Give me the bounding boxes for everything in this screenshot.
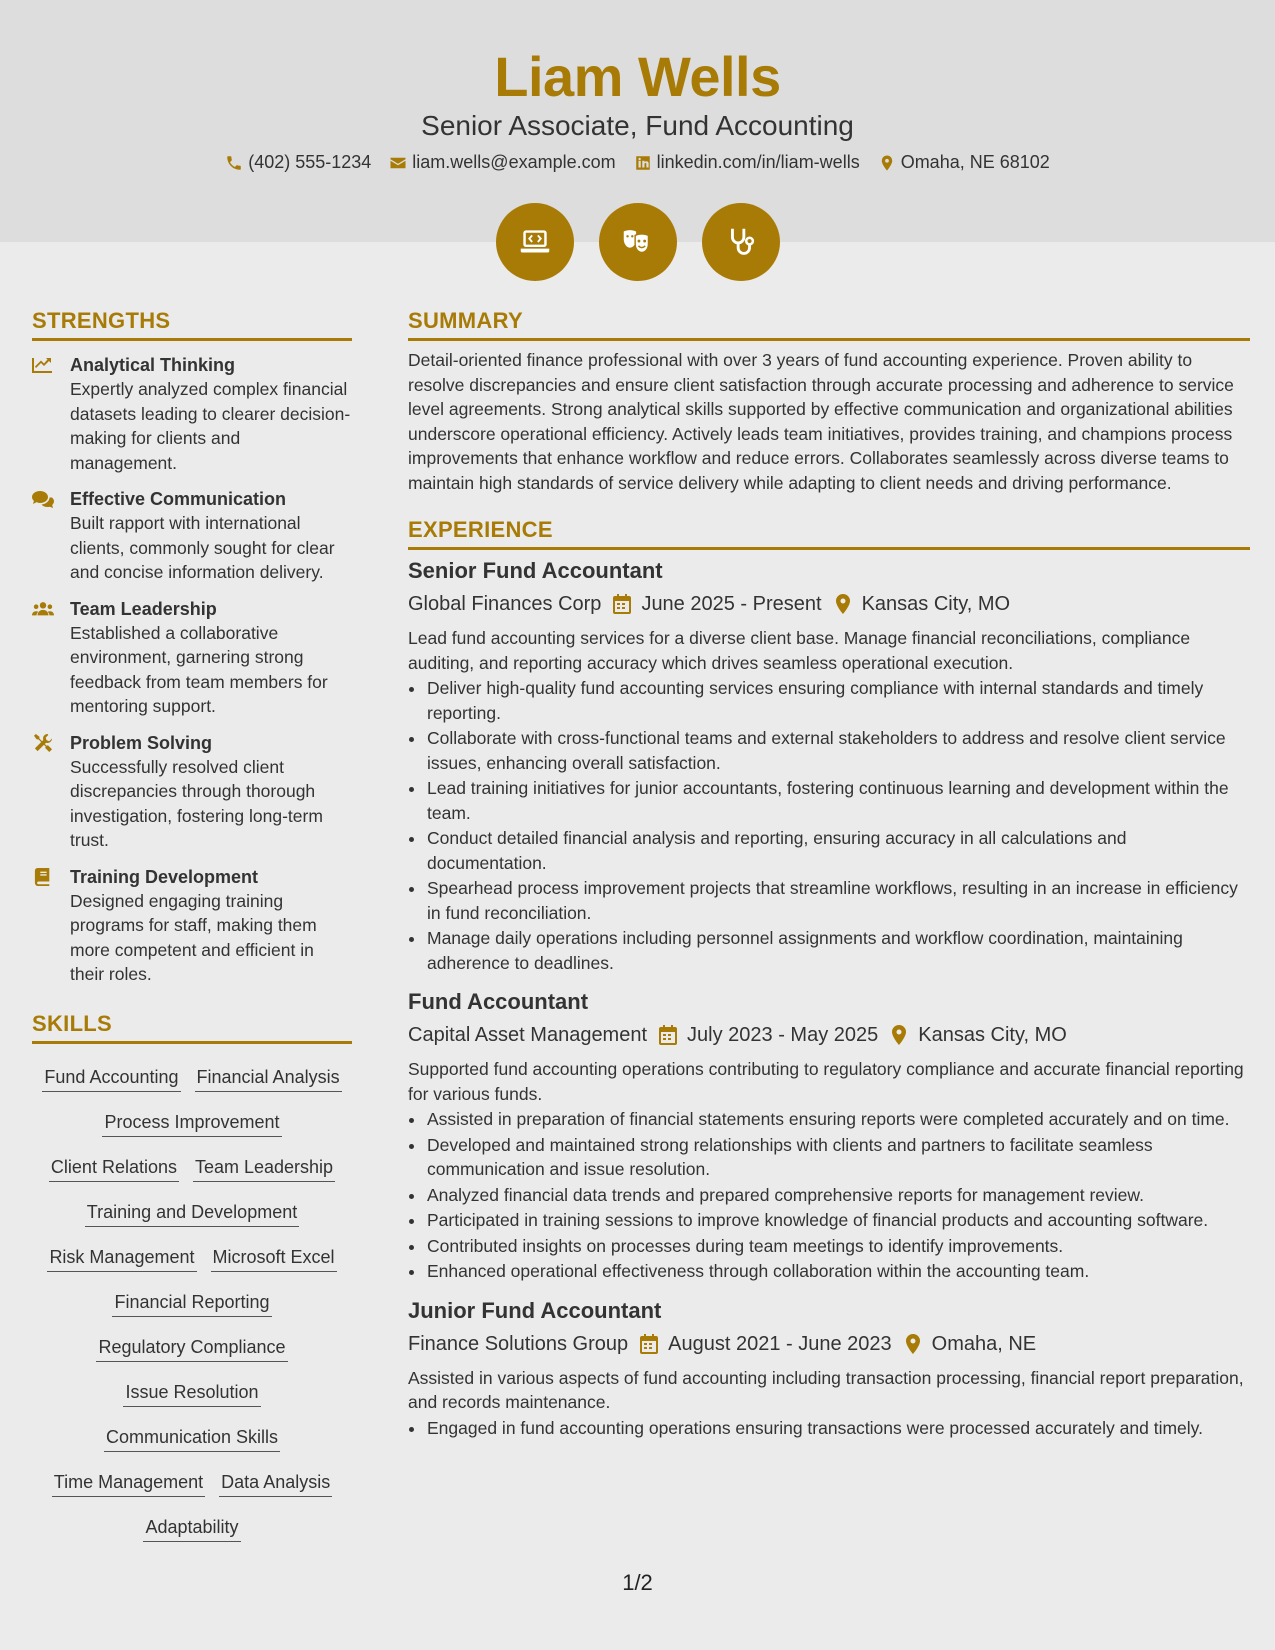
map-pin-icon: [878, 154, 896, 172]
contact-bar: [0, 152, 1275, 173]
job-dates: July 2023 - May 2025: [687, 1024, 879, 1046]
job-bullet: • Enhanced operational effectiveness through collaboration within the accounting team.: [426, 1259, 1250, 1284]
job-entry: [408, 1296, 1250, 1441]
strength-desc: Designed engaging training programs for staff, making them more competent and efficient in their roles.: [70, 890, 317, 984]
job-bullet: • Lead training initiatives for junior accountants, fostering continuous learning and development within the team.: [426, 776, 1250, 825]
summary-heading: SUMMARY: [408, 308, 1250, 341]
job-bullet: • Contributed insights on processes during team meetings to identify improvements.: [426, 1234, 1250, 1259]
strength-item: [32, 865, 352, 987]
job-entry: [408, 556, 1250, 975]
strength-title: Team Leadership: [70, 598, 217, 619]
job-company: Finance Solutions Group: [408, 1332, 629, 1355]
candidate-name: Liam Wells: [494, 45, 781, 108]
job-bullet: • Conduct detailed financial analysis and reporting, ensuring accuracy in all calculations and documentation.: [426, 826, 1250, 875]
job-bullet: • Participated in training sessions to improve knowledge of financial products and accounting software.: [426, 1208, 1250, 1233]
job-dates: June 2025 - Present: [641, 593, 822, 615]
skill-tag: Microsoft Excel: [211, 1245, 337, 1272]
job-bullet: • Spearhead process improvement projects that streamline workflows, resulting in an increase in efficiency in fund reconciliation.: [426, 876, 1250, 925]
job-meta: [408, 1330, 1250, 1358]
skills-heading: SKILLS: [32, 1011, 352, 1044]
job-desc: Lead fund accounting services for a diverse client base. Manage financial reconciliations, compliance auditing, and reporting accuracy which drives seamless operational execution.: [408, 628, 1191, 673]
job-title: Junior Fund Accountant: [408, 1297, 662, 1323]
job-bullets: [426, 1416, 1250, 1441]
calendar-icon: [640, 1334, 658, 1354]
job-bullets: [426, 676, 1250, 975]
job-meta: [408, 590, 1250, 618]
job-bullet: • Manage daily operations including personnel assignments and workflow coordination, maintaining adherence to deadlines.: [426, 926, 1250, 975]
skill-tag: Fund Accounting: [42, 1065, 180, 1092]
job-bullet: • Developed and maintained strong relationships with clients and partners to facilitate seamless communication and issue resolution.: [426, 1133, 1250, 1182]
job-title: Fund Accountant: [408, 989, 589, 1014]
map-pin-icon: [890, 1025, 908, 1045]
email-text: liam.wells@example.com: [412, 152, 616, 172]
page-number: 1/2: [622, 1570, 653, 1595]
map-pin-icon: [904, 1334, 922, 1354]
job-location: Omaha, NE: [931, 1332, 1037, 1355]
skill-tag: Financial Reporting: [112, 1290, 271, 1317]
map-pin-icon: [834, 594, 852, 614]
job-bullet: • Collaborate with cross-functional teams and external stakeholders to address and resolve client service issues, enhancing overall satisfaction.: [426, 726, 1250, 775]
job-desc: Supported fund accounting operations contributing to regulatory compliance and accurate financial reporting for various funds.: [408, 1059, 1244, 1104]
chart-line-icon: [32, 356, 54, 374]
skill-tag: Training and Development: [85, 1200, 299, 1227]
interest-icons: [0, 203, 1275, 281]
tools-icon: [32, 734, 54, 752]
job-company: Global Finances Corp: [408, 593, 602, 615]
skills-list: [32, 1056, 352, 1551]
phone-icon: [225, 154, 243, 172]
strength-desc: Established a collaborative environment, garnering strong feedback from team members for mentoring support.: [70, 622, 328, 716]
job-location: Kansas City, MO: [861, 593, 1011, 615]
skill-tag: Time Management: [52, 1470, 205, 1497]
skill-tag: Financial Analysis: [195, 1065, 342, 1092]
job-dates: August 2021 - June 2023: [668, 1332, 892, 1355]
job-desc: Assisted in various aspects of fund accounting including transaction processing, financial report preparation, and records maintenance.: [408, 1367, 1244, 1412]
candidate-role: Senior Associate, Fund Accounting: [421, 110, 854, 141]
linkedin-text: linkedin.com/in/liam-wells: [656, 152, 860, 172]
book-icon: [32, 868, 54, 886]
left-column: [32, 308, 352, 1551]
job-bullet: • Engaged in fund accounting operations ensuring transactions were processed accurately and timely.: [426, 1416, 1250, 1441]
experience-heading: EXPERIENCE: [408, 517, 1250, 550]
stethoscope-icon: [702, 203, 780, 281]
strength-title: Problem Solving: [70, 732, 213, 753]
calendar-icon: [613, 594, 631, 614]
calendar-icon: [659, 1025, 677, 1045]
skill-tag: Regulatory Compliance: [96, 1335, 287, 1362]
theater-masks-icon: [599, 203, 677, 281]
contact-email[interactable]: [389, 152, 615, 173]
linkedin-icon: [634, 154, 652, 172]
strength-title: Training Development: [70, 866, 259, 887]
skill-tag: Data Analysis: [219, 1470, 332, 1497]
skill-tag: Communication Skills: [104, 1425, 280, 1452]
job-entry: [408, 987, 1250, 1284]
job-meta: [408, 1021, 1250, 1049]
contact-phone[interactable]: [225, 152, 371, 173]
job-company: Capital Asset Management: [408, 1024, 648, 1046]
strength-item: [32, 353, 352, 475]
strengths-heading: STRENGTHS: [32, 308, 352, 341]
strength-title: Effective Communication: [70, 489, 287, 509]
contact-location: [878, 152, 1050, 173]
summary-text: Detail-oriented finance professional with over 3 years of fund accounting experience. Proven ability to resolve discrepancies and ensure client satisfaction through accurate processing and adherence to service level agreements. Strong analytical skills supported by effective communication and organizational abilities underscore operational efficiency. Actively leads team initiatives, provides training, and champions process improvements that enhance workflow and reduce errors. Collaborates seamlessly across diverse teams to maintain high standards of service delivery while adapting to client needs and driving performance.: [408, 350, 1234, 493]
users-icon: [32, 600, 54, 618]
skill-tag: Team Leadership: [193, 1155, 335, 1182]
job-bullets: [426, 1107, 1250, 1284]
strength-desc: Expertly analyzed complex financial datasets leading to clearer decision-making for clients and management.: [70, 379, 351, 473]
skill-tag: Risk Management: [47, 1245, 196, 1272]
contact-linkedin[interactable]: [634, 152, 860, 173]
skill-tag: Process Improvement: [102, 1110, 281, 1137]
job-location: Kansas City, MO: [918, 1024, 1067, 1046]
strength-title: Analytical Thinking: [70, 355, 236, 375]
comments-icon: [32, 490, 54, 508]
envelope-icon: [389, 154, 407, 172]
phone-text: (402) 555-1234: [248, 152, 372, 172]
laptop-code-icon: [496, 203, 574, 281]
skill-tag: Adaptability: [143, 1515, 240, 1542]
skill-tag: Issue Resolution: [123, 1380, 260, 1407]
skill-tag: Client Relations: [49, 1155, 179, 1182]
strength-item: [32, 487, 352, 585]
job-title: Senior Fund Accountant: [408, 558, 663, 583]
strength-desc: Built rapport with international clients, commonly sought for clear and concise information delivery.: [70, 513, 335, 582]
job-bullet: • Assisted in preparation of financial statements ensuring reports were completed accurately and on time.: [426, 1107, 1250, 1132]
strength-item: [32, 731, 352, 853]
right-column: [408, 308, 1250, 1441]
job-bullet: • Deliver high-quality fund accounting services ensuring compliance with internal standards and timely reporting.: [426, 676, 1250, 725]
strength-item: [32, 597, 352, 719]
strength-desc: Successfully resolved client discrepancies through thorough investigation, fostering long-term trust.: [70, 756, 323, 850]
location-text: Omaha, NE 68102: [900, 152, 1050, 172]
job-bullet: • Analyzed financial data trends and prepared comprehensive reports for management review.: [426, 1183, 1250, 1208]
